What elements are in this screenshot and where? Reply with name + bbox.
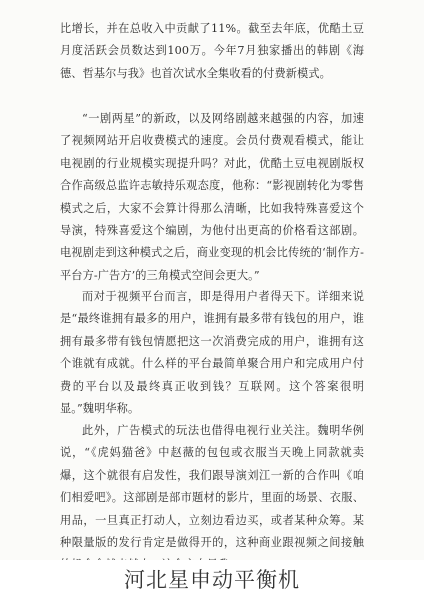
paragraph-4: 此外，广告模式的玩法也借得电视行业关注。魏明华例说，“《虎妈猫爸》中赵薇的包包或衣服当天晚上同款就卖爆，这个就很有启发性，我们跟导演刘江一新的合作叫《咱们相爱吧》。这部剧是部市题材的影片，里面的场景、衣服、用品，一旦真正打动人，立刻边看边买，或者某种众筹。某种限量版的发行肯定是做得开的，这种商业跟视频之间接触	[60, 424, 364, 550]
paragraph-2: “一剧两星”的新政，以及网络剧越来越强的内容，加速了视频网站开启收费模式的速度。会员付费观看模式，能让电视剧的行业规模实现提升吗？对此，优酷土豆电视剧版权合作高级总监许志敏持乐观态度，他称：“影视剧转化为零售模式之后，大家不会算计得那么清晰，比如我特殊喜爱这个导演，特殊喜爱这个编剧，为他付出更高的价格看这部剧。电视剧走到这种模式之后，商业变现的机会比传统的‘制作方-平台方-广告方’的三角模式空间会更大。”	[60, 112, 364, 282]
paragraph-1: 比增长，并在总收入中贡献了11%。截至去年底，优酷土豆月度活跃会员数达到100万。今年7月独家播出的韩剧《海德、哲基尔与我》也首次试水全集收看的付费新模式。	[60, 22, 364, 80]
image-caption: 河北星申动平衡机	[0, 560, 424, 600]
paragraph-3: 而对于视频平台而言，即是得用户者得天下。详细来说是“最终谁拥有最多的用户，谁拥有最多带有钱包的用户，谁拥有最多带有钱包情愿把这一次消费完成的用户，谁拥有这个谁就有成就。什么样的平台最简单聚合用户和完成用户付费的平台以及最终真正收到钱？互联网。这个答案很明显。”魏明华称。	[60, 290, 364, 416]
